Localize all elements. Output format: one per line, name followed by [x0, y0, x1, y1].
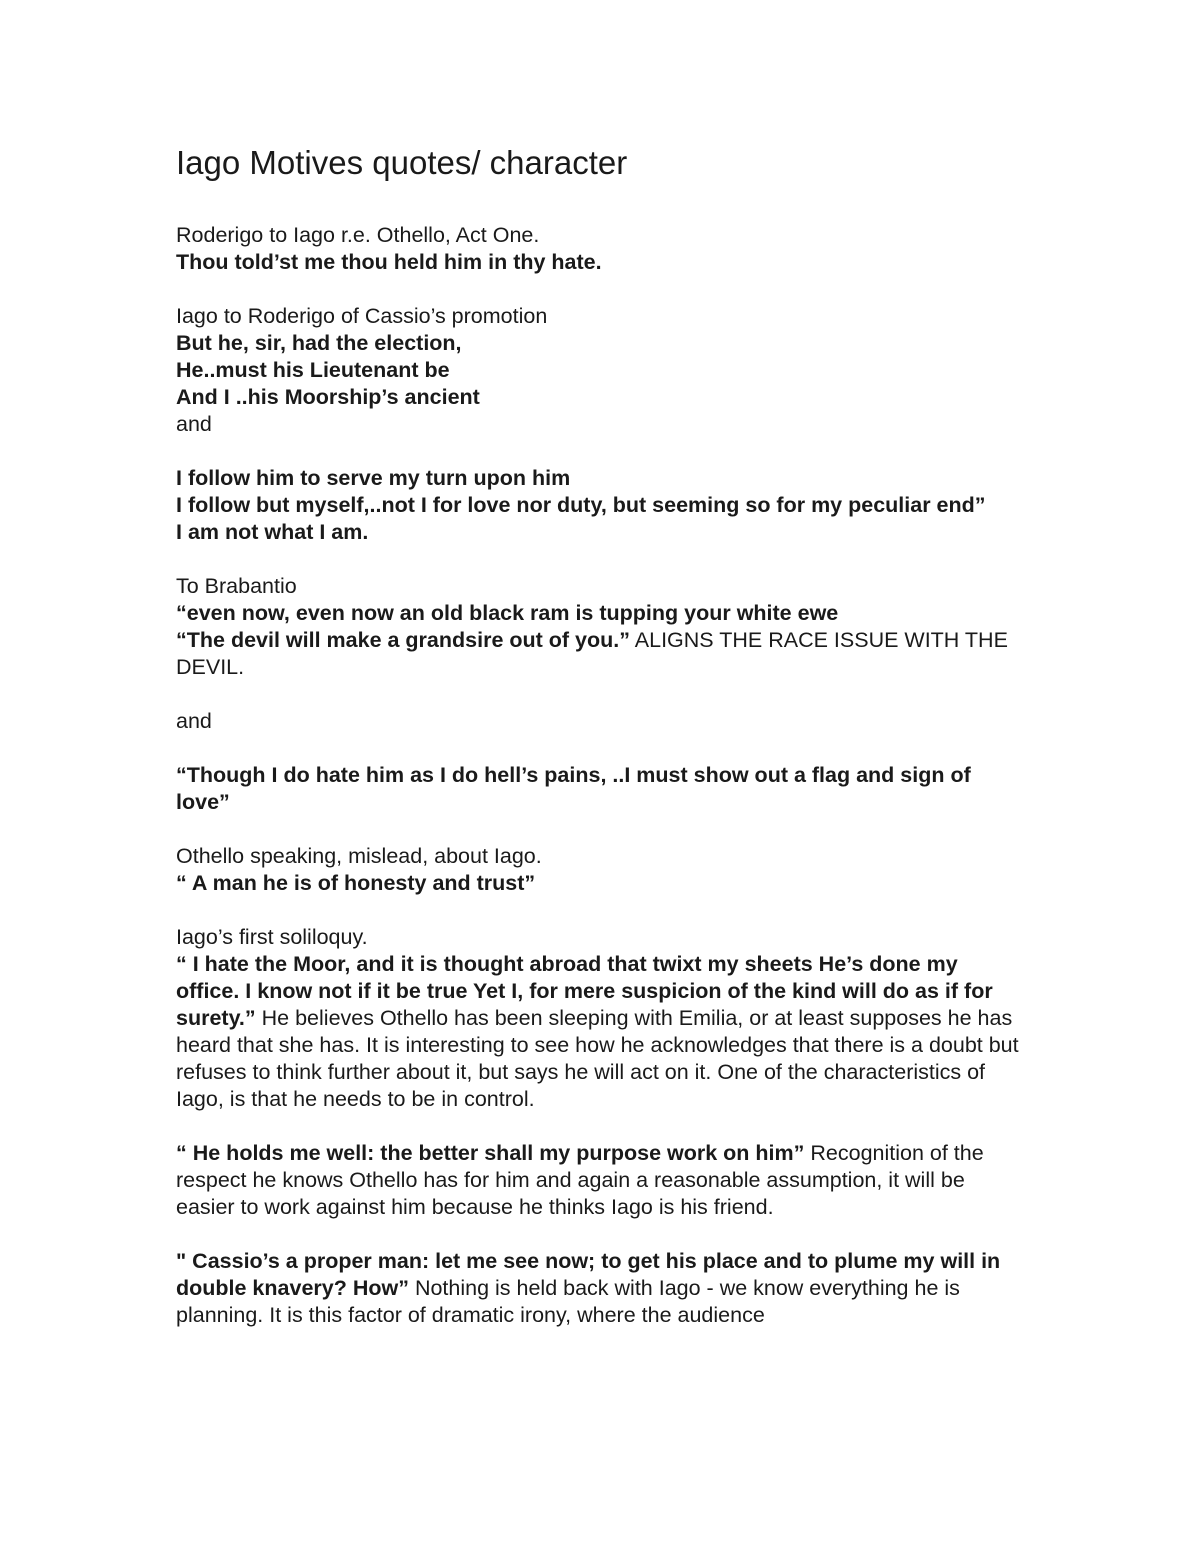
page-title: Iago Motives quotes/ character [176, 144, 628, 181]
quote-with-comment [176, 951, 1026, 1113]
context-line: Othello speaking, mislead, about Iago. [176, 844, 542, 868]
comment-text: ALIGNS THE RACE ISSUE WITH THE DEVIL. [176, 628, 1008, 679]
quote-line: “even now, even now an old black ram is tupping your white ewe [176, 601, 839, 625]
quote-with-comment [176, 1248, 1026, 1329]
section-and-separator [176, 708, 1026, 735]
section-cassio-proper-man [176, 1248, 1026, 1329]
context-line: Iago’s first soliloquy. [176, 925, 368, 949]
quote-line: I follow him to serve my turn upon him [176, 466, 571, 490]
quote-line: “Though I do hate him as I do hell’s pains, ..I must show out a flag and sign of love” [176, 763, 971, 814]
quote-text: “The devil will make a grandsire out of you.” [176, 628, 630, 652]
quote-text: “ He holds me well: the better shall my purpose work on him” [176, 1141, 805, 1165]
section-to-brabantio [176, 573, 1026, 681]
quote-with-comment [176, 627, 1026, 681]
quote-line: I follow but myself,..not I for love nor duty, but seeming so for my peculiar end” [176, 493, 986, 517]
section-first-soliloquy [176, 924, 1026, 1113]
comment-text: Recognition of the respect he knows Othello has for him and again a reasonable assumption, it will be easier to work against him because he thinks Iago is his friend. [176, 1141, 984, 1219]
quote-line: But he, sir, had the election, [176, 331, 462, 355]
comment-text: Nothing is held back with Iago - we know everything he is planning. It is this factor of dramatic irony, where the audience [176, 1276, 960, 1327]
context-line: To Brabantio [176, 574, 297, 598]
quote-line: He..must his Lieutenant be [176, 358, 450, 382]
context-line: Roderigo to Iago r.e. Othello, Act One. [176, 223, 540, 247]
connector-word: and [176, 412, 212, 436]
quote-line: And I ..his Moorship’s ancient [176, 385, 480, 409]
quote-line: Thou told’st me thou held him in thy hate. [176, 250, 602, 274]
comment-text: He believes Othello has been sleeping with Emilia, or at least supposes he has heard that she has. It is interesting to see how he acknowledges that there is a doubt but refuses to think further about it, but says he will act on it. One of the characteristics of Iago, is that he needs to be in control. [176, 1006, 1019, 1111]
section-follow-him [176, 465, 1026, 546]
quote-line: “ A man he is of honesty and trust” [176, 871, 536, 895]
document-page [176, 144, 1026, 1356]
context-line: Iago to Roderigo of Cassio’s promotion [176, 304, 548, 328]
section-cassio-promotion [176, 303, 1026, 438]
connector-word: and [176, 709, 212, 733]
section-othello-about-iago [176, 843, 1026, 897]
section-roderigo-to-iago [176, 222, 1026, 276]
quote-text: " Cassio’s a proper man: let me see now; to get his place and to plume my will in double knavery? How” [176, 1249, 1001, 1300]
quote-text: “ I hate the Moor, and it is thought abroad that twixt my sheets He’s done my office. I know not if it be true Yet I, for mere suspicion of the kind will do as if for surety.” [176, 952, 993, 1030]
quote-with-comment [176, 1140, 1026, 1221]
section-holds-me-well [176, 1140, 1026, 1221]
section-hate-him [176, 762, 1026, 816]
quote-line: I am not what I am. [176, 520, 369, 544]
